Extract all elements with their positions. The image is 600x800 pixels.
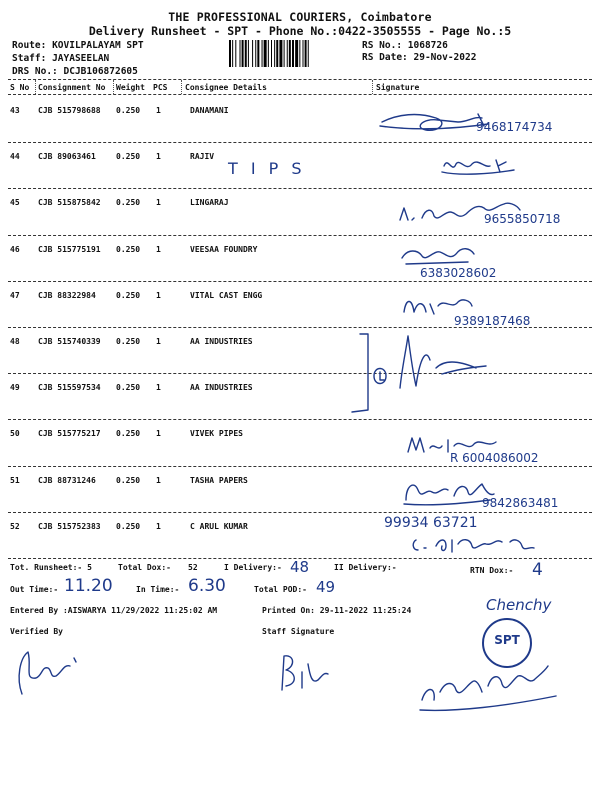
row-consignee: LINGARAJ <box>190 198 229 208</box>
row-weight: 0.250 <box>116 198 141 208</box>
in-time-label: In Time:- <box>136 585 180 594</box>
rs-date-label: RS Date: <box>362 52 408 63</box>
col-consignee: Consignee Details <box>185 83 267 92</box>
signature-row-48-49 <box>346 328 506 424</box>
runsheet-subtitle: Delivery Runsheet - SPT - Phone No.:0422-3505555 - Page No.:5 <box>88 24 512 38</box>
row-weight: 0.250 <box>116 290 141 300</box>
header-top-rule <box>8 79 592 80</box>
row-weight: 0.250 <box>116 244 141 254</box>
barcode-bar <box>232 40 233 67</box>
row-sno: 45 <box>10 198 20 208</box>
col-consignment: Consignment No <box>38 83 106 92</box>
in-time-handwritten: 6.30 <box>188 576 226 596</box>
total-dox-label: Total Dox:- <box>118 563 171 572</box>
total-pod-label: Total POD:- <box>254 585 307 594</box>
row-consignee: VITAL CAST ENGG <box>190 290 263 300</box>
col-weight: Weight <box>116 83 145 92</box>
barcode-bar <box>279 40 282 67</box>
row-sno: 50 <box>10 429 20 439</box>
row-weight: 0.250 <box>116 475 141 485</box>
i-delivery-label: I Delivery:- <box>224 563 282 572</box>
barcode-bar <box>292 40 294 67</box>
col-separator <box>113 80 114 94</box>
barcode-bar <box>268 40 269 67</box>
drs-value: DCJB106872605 <box>63 66 138 77</box>
barcode-bar <box>262 40 263 67</box>
col-separator <box>181 80 182 94</box>
staff-line <box>12 53 109 64</box>
row-pcs: 1 <box>156 198 161 208</box>
row-weight: 0.250 <box>116 106 141 115</box>
col-sno: S No <box>10 83 30 92</box>
company-title: THE PROFESSIONAL COURIERS, Coimbatore <box>168 10 432 24</box>
barcode-bar <box>245 40 247 67</box>
barcode-bar <box>235 40 236 67</box>
col-signature: Signature <box>376 83 420 92</box>
ii-delivery-label: II Delivery:- <box>334 563 397 572</box>
total-dox-value: 52 <box>188 563 198 572</box>
barcode-bar <box>295 40 298 67</box>
row-divider <box>8 512 592 513</box>
header-bottom-rule <box>8 94 592 95</box>
handwritten-phone-row-47: 9389187468 <box>454 314 531 328</box>
rtn-dox-handwritten: 4 <box>532 560 543 580</box>
barcode-bar <box>240 40 241 67</box>
barcode-bar <box>264 40 267 67</box>
rs-no-label: RS No.: <box>362 40 403 51</box>
row-pcs: 1 <box>156 475 161 485</box>
row-consignee: C ARUL KUMAR <box>190 521 248 531</box>
verified-by-label: Verified By <box>10 627 63 636</box>
verified-by-signature <box>12 644 92 700</box>
barcode-bar <box>252 40 253 67</box>
row-consignment-no: CJB 515798688 <box>38 106 101 115</box>
row-consignment-no: CJB 515752383 <box>38 521 101 531</box>
col-separator <box>35 80 36 94</box>
staff-value: JAYASEELAN <box>52 53 110 64</box>
row-pcs: 1 <box>156 337 161 346</box>
i-delivery-handwritten: 48 <box>290 558 310 576</box>
row-consignment-no: CJB 515875842 <box>38 198 101 208</box>
row-consignment-no: CJB 89063461 <box>38 152 96 162</box>
route-label: Route: <box>12 40 47 51</box>
staff-signature <box>272 650 332 694</box>
handwritten-phone-row-51: 9842863481 <box>482 496 559 510</box>
barcode-bar <box>274 40 275 67</box>
row-pcs: 1 <box>156 521 161 531</box>
col-separator <box>372 80 373 94</box>
row-sno: 44 <box>10 152 20 162</box>
row-consignment-no: CJB 515775191 <box>38 244 101 254</box>
barcode-bar <box>271 40 272 67</box>
row-weight: 0.250 <box>116 152 141 162</box>
row-consignee: AA INDUSTRIES <box>190 337 253 346</box>
col-pcs: PCS <box>153 83 168 92</box>
row-divider <box>8 235 592 236</box>
row-pcs: 1 <box>156 244 161 254</box>
barcode-bar <box>308 40 309 67</box>
row-consignee: TASHA PAPERS <box>190 475 248 485</box>
row-divider <box>8 281 592 282</box>
rs-no-value: 1068726 <box>407 40 448 51</box>
handwritten-phone-row-46: 6383028602 <box>420 266 497 280</box>
total-pod-handwritten: 49 <box>316 578 336 596</box>
barcode-bar <box>257 40 259 67</box>
row-sno: 52 <box>10 521 20 531</box>
rtn-dox-label: RTN Dox:- <box>470 566 514 575</box>
row-sno: 49 <box>10 383 20 393</box>
handwritten-phone-row-52: 99934 63721 <box>384 515 478 531</box>
signature-row-44 <box>440 152 520 178</box>
rs-no-line <box>362 40 448 51</box>
row-consignment-no: CJB 515740339 <box>38 337 101 346</box>
out-time-handwritten: 11.20 <box>64 576 113 596</box>
row-weight: 0.250 <box>116 383 141 393</box>
handwritten-phone-row-50: R 6004086002 <box>450 451 539 465</box>
barcode-bar <box>287 40 288 67</box>
row-consignee: AA INDUSTRIES <box>190 383 253 393</box>
row-pcs: 1 <box>156 429 161 439</box>
tot-runsheet: Tot. Runsheet:- 5 <box>10 563 92 572</box>
row-sno: 47 <box>10 290 20 300</box>
row-sno: 48 <box>10 337 20 346</box>
row-consignee: VEESAA FOUNDRY <box>190 244 258 254</box>
barcode-bar <box>299 40 300 67</box>
row-pcs: 1 <box>156 383 161 393</box>
row-pcs: 1 <box>156 290 161 300</box>
drs-label: DRS No.: <box>12 66 58 77</box>
staff-signature-label: Staff Signature <box>262 627 335 636</box>
handwritten-phone-row-45: 9655850718 <box>484 212 561 226</box>
row-pcs: 1 <box>156 152 161 162</box>
out-time-label: Out Time:- <box>10 585 59 594</box>
row-consignment-no: CJB 515775217 <box>38 429 101 439</box>
row-consignment-no: CJB 88322984 <box>38 290 96 300</box>
barcode-bar <box>303 40 304 67</box>
barcode-bar <box>289 40 291 67</box>
route-value: KOVILPALAYAM SPT <box>52 40 144 51</box>
barcode-bar <box>284 40 285 67</box>
row-consignee: DANAMANI <box>190 106 229 115</box>
signature-row-52 <box>412 532 552 556</box>
row-sno: 46 <box>10 244 20 254</box>
stamp-signature <box>416 656 566 714</box>
row-divider <box>8 188 592 189</box>
row-weight: 0.250 <box>116 429 141 439</box>
barcode-bar <box>229 40 231 67</box>
barcode-bar <box>276 40 278 67</box>
barcode-bar <box>305 40 307 67</box>
drs-line <box>12 66 138 77</box>
row-divider <box>8 466 592 467</box>
entered-by: Entered By :AISWARYA 11/29/2022 11:25:02 AM <box>10 606 218 615</box>
staff-label: Staff: <box>12 53 47 64</box>
spt-stamp-text: SPT <box>494 633 520 647</box>
barcode-bar <box>248 40 249 67</box>
route-line <box>12 40 144 51</box>
row-pcs: 1 <box>156 106 161 115</box>
rs-date-value: 29-Nov-2022 <box>413 52 477 63</box>
stamp-caption: Chenchy <box>486 596 552 614</box>
row-weight: 0.250 <box>116 521 141 531</box>
barcode-bar <box>255 40 256 67</box>
row-consignee: RAJIV <box>190 152 215 162</box>
row-consignment-no: CJB 515597534 <box>38 383 101 393</box>
row-sno: 51 <box>10 475 20 485</box>
rs-date-line <box>362 52 476 63</box>
barcode-bar <box>242 40 244 67</box>
row-consignment-no: CJB 88731246 <box>38 475 96 485</box>
handwritten-phone-row-43: 9468174734 <box>476 120 553 134</box>
handwritten-note-row-44: T I P S <box>228 159 306 178</box>
row-sno: 43 <box>10 106 20 115</box>
printed-on: Printed On: 29-11-2022 11:25:24 <box>262 606 412 615</box>
row-consignee: VIVEK PIPES <box>190 429 243 439</box>
barcode-image <box>228 40 358 67</box>
row-weight: 0.250 <box>116 337 141 346</box>
